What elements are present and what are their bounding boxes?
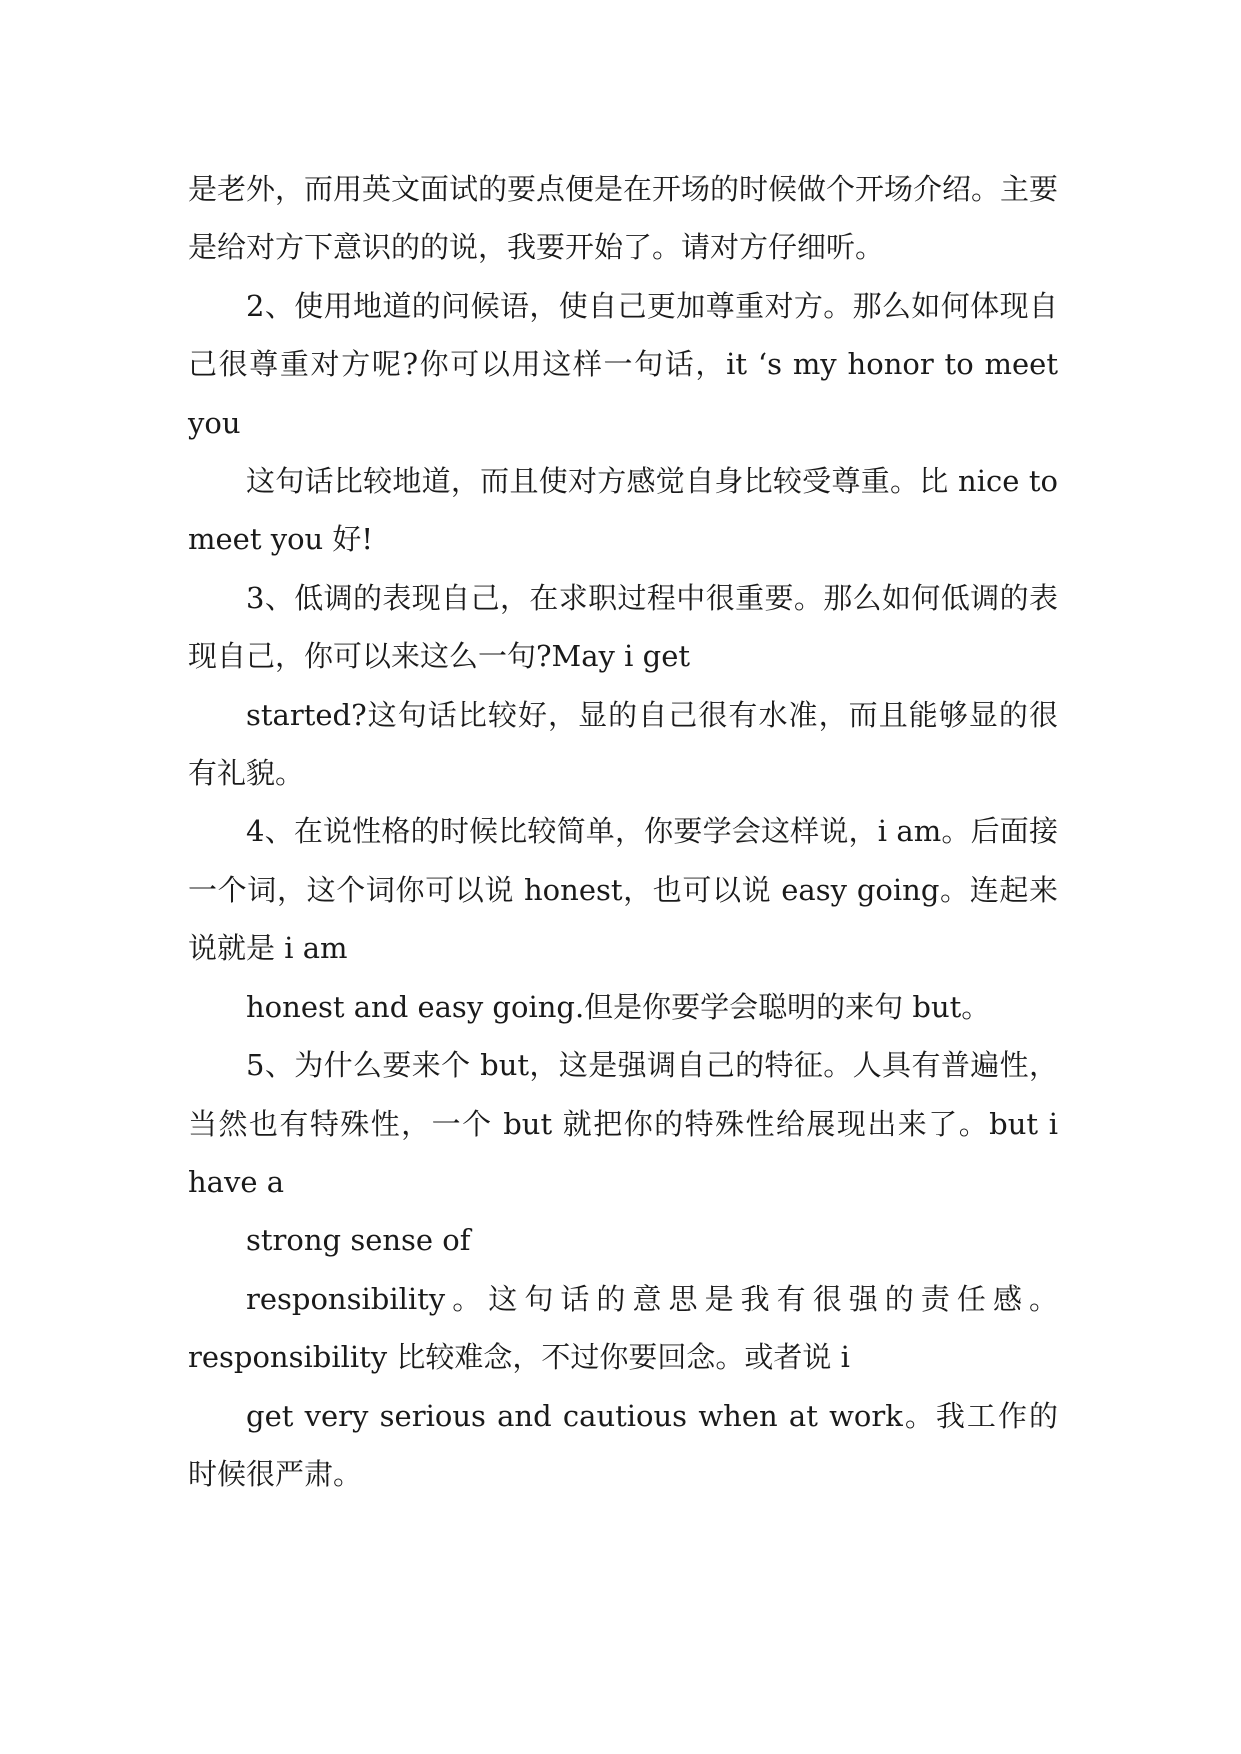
paragraph-4: 4、在说性格的时候比较简单，你要学会这样说，i am。后面接一个词，这个词你可以说 honest，也可以说 easy going。连起来说就是 i am	[188, 814, 1058, 966]
paragraph-5: 5、为什么要来个 but，这是强调自己的特征。人具有普遍性，当然也有特殊性，一个 but 就把你的特殊性给展现出来了。but i have a	[188, 1048, 1068, 1199]
paragraph-5-serious: get very serious and cautious when at work。我工作的时候很严肃。	[188, 1398, 1058, 1491]
document-body	[188, 160, 1068, 1503]
paragraph-intro: 是老外，而用英文面试的要点便是在开场的时候做个开场介绍。主要是给对方下意识的的说，我要开始了。请对方仔细听。	[188, 172, 1059, 265]
paragraph-5-line-strong-sense: strong sense of	[246, 1223, 471, 1258]
paragraph-4-continued: honest and easy going.但是你要学会聪明的来句 but。	[246, 989, 991, 1024]
paragraph-2-continued: 这句话比较地道，而且使对方感觉自身比较受尊重。比 nice to meet you 好!	[188, 464, 1068, 557]
paragraph-5-responsibility: responsibility。这句话的意思是我有很强的责任感。responsibility 比较难念，不过你要回念。或者说 i	[188, 1281, 1058, 1375]
paragraph-3-continued: started?这句话比较好，显的自己很有水准，而且能够显的很有礼貌。	[188, 697, 1058, 791]
paragraph-3: 3、低调的表现自己，在求职过程中很重要。那么如何低调的表现自己，你可以来这么一句?May i get	[188, 580, 1058, 674]
paragraph-2: 2、使用地道的问候语，使自己更加尊重对方。那么如何体现自己很尊重对方呢?你可以用这样一句话，it ‘s my honor to meet you	[188, 288, 1068, 440]
